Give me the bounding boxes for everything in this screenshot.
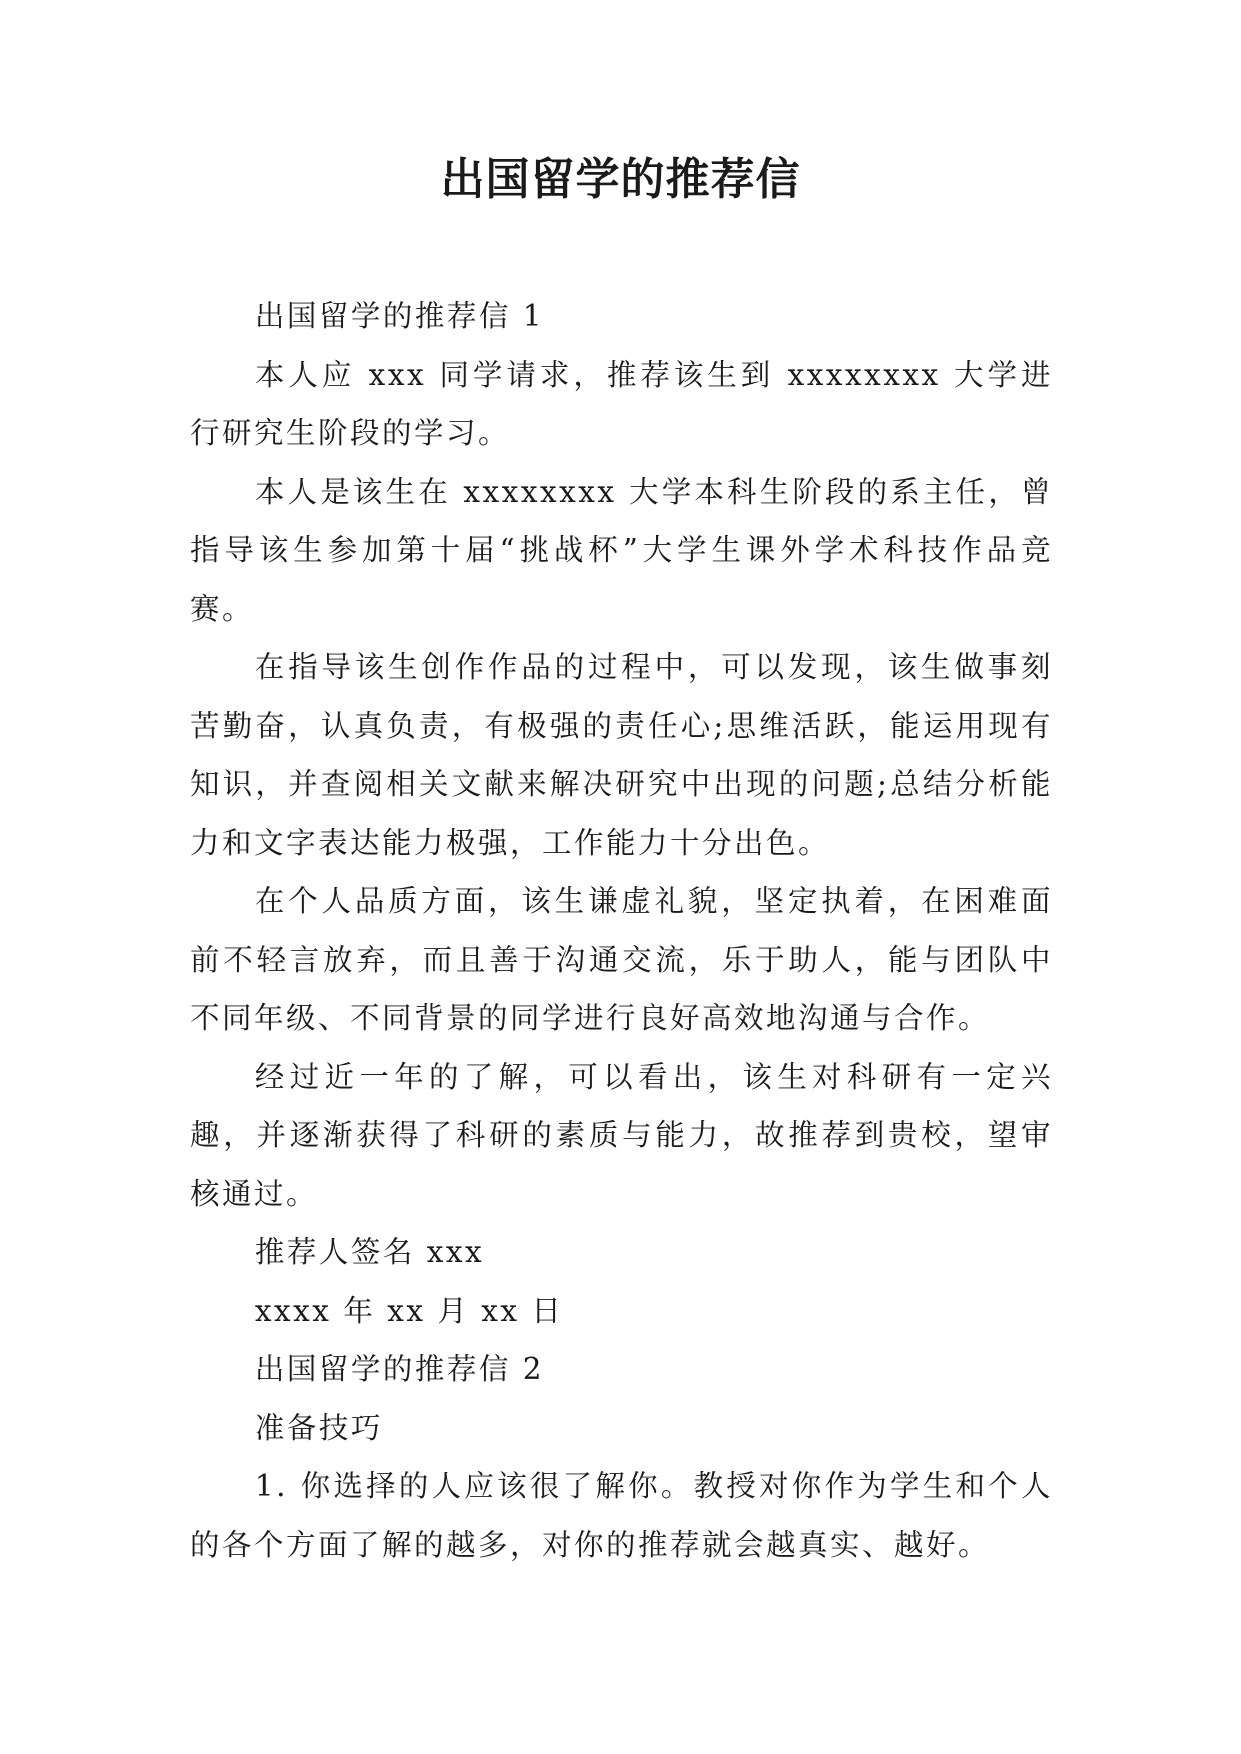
document-body bbox=[190, 287, 1053, 1574]
paragraph-tip-1: 1. 你选择的人应该很了解你。教授对你作为学生和个人的各个方面了解的越多，对你的推荐就会越真实、越好。 bbox=[190, 1469, 1053, 1562]
section-heading-1: 出国留学的推荐信 1 bbox=[254, 299, 545, 333]
document-title: 出国留学的推荐信 bbox=[440, 154, 801, 205]
paragraph-conclusion: 经过近一年的了解，可以看出，该生对科研有一定兴趣，并逐渐获得了科研的素质与能力，故推荐到贵校，望审核通过。 bbox=[190, 1059, 1053, 1211]
paragraph-work-ability: 在指导该生创作作品的过程中，可以发现，该生做事刻苦勤奋，认真负责，有极强的责任心;思维活跃，能运用现有知识，并查阅相关文献来解决研究中出现的问题;总结分析能力和文字表达能力极强，工作能力十分出色。 bbox=[190, 650, 1053, 860]
subheading-tips: 准备技巧 bbox=[254, 1410, 383, 1445]
signature-line: 推荐人签名 xxx bbox=[254, 1235, 485, 1269]
section-heading-2: 出国留学的推荐信 2 bbox=[254, 1352, 545, 1386]
paragraph-request: 本人应 xxx 同学请求，推荐该生到 xxxxxxxx 大学进行研究生阶段的学习。 bbox=[190, 357, 1054, 450]
date-line: xxxx 年 xx 月 xx 日 bbox=[254, 1293, 564, 1328]
paragraph-personal-quality: 在个人品质方面，该生谦虚礼貌，坚定执着，在困难面前不轻言放弃，而且善于沟通交流，乐于助人，能与团队中不同年级、不同背景的同学进行良好高效地沟通与合作。 bbox=[190, 884, 1053, 1035]
paragraph-recommender-role: 本人是该生在 xxxxxxxx 大学本科生阶段的系主任，曾指导该生参加第十届“挑战杯”大学生课外学术科技作品竞赛。 bbox=[190, 474, 1053, 626]
